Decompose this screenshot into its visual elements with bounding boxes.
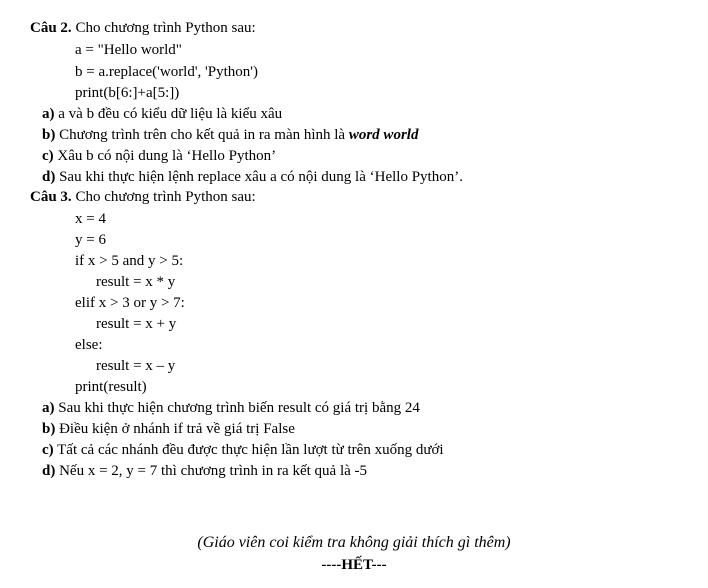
q3-option-c: [42, 441, 444, 459]
question-3-prompt: Cho chương trình Python sau:: [71, 189, 256, 205]
q3-code-line-4: result = x * y: [96, 274, 176, 290]
option-label: a): [42, 400, 55, 416]
option-text: Chương trình trên cho kết quả in ra màn hình là: [55, 127, 349, 143]
question-2-label: Câu 2.: [30, 20, 72, 36]
q3-option-b: [42, 420, 295, 438]
question-2-heading: [30, 19, 256, 37]
q3-code-line-6: result = x + y: [96, 316, 177, 332]
option-label: c): [42, 442, 54, 458]
teacher-note: (Giáo viên coi kiểm tra không giải thích gì thêm): [197, 534, 511, 551]
q2-option-a: [42, 105, 282, 123]
option-label: c): [42, 148, 54, 164]
q2-option-c: [42, 147, 276, 165]
option-label: a): [42, 106, 55, 122]
q3-code-line-9: print(result): [75, 379, 147, 395]
q3-code-line-8: result = x – y: [96, 358, 176, 374]
q3-option-d: [42, 462, 367, 480]
question-2-prompt: Cho chương trình Python sau:: [71, 20, 256, 36]
q3-code-line-5: elif x > 3 or y > 7:: [75, 295, 185, 311]
option-label: b): [42, 421, 56, 437]
q3-code-line-7: else:: [75, 337, 103, 353]
q2-code-line-1: a = "Hello world": [75, 42, 182, 58]
option-emphasis: word world: [348, 127, 419, 143]
option-text: Nếu x = 2, y = 7 thì chương trình in ra kết quả là -5: [55, 463, 368, 479]
q3-code-line-2: y = 6: [75, 232, 106, 248]
question-3-label: Câu 3.: [30, 189, 72, 205]
option-label: d): [42, 169, 56, 185]
option-text: a và b đều có kiểu dữ liệu là kiểu xâu: [54, 106, 283, 122]
q2-code-line-3: print(b[6:]+a[5:]): [75, 85, 180, 101]
q2-option-d: [42, 168, 463, 186]
option-label: d): [42, 463, 56, 479]
option-text: Điều kiện ở nhánh if trả về giá trị False: [55, 421, 295, 437]
option-text: Sau khi thực hiện chương trình biến result có giá trị bằng 24: [54, 400, 420, 416]
question-3-heading: [30, 188, 256, 206]
q3-code-line-1: x = 4: [75, 211, 106, 227]
q3-code-line-3: if x > 5 and y > 5:: [75, 253, 184, 269]
option-text: Sau khi thực hiện lệnh replace xâu a có nội dung là ‘Hello Python’.: [55, 169, 463, 185]
option-label: b): [42, 127, 56, 143]
q2-code-line-2: b = a.replace('world', 'Python'): [75, 64, 258, 80]
option-text: Xâu b có nội dung là ‘Hello Python’: [53, 148, 277, 164]
end-marker: ----HẾT---: [321, 557, 387, 573]
q2-option-b: [42, 126, 418, 144]
option-text: Tất cả các nhánh đều được thực hiện lần lượt từ trên xuống dưới: [53, 442, 444, 458]
q3-option-a: [42, 399, 420, 417]
